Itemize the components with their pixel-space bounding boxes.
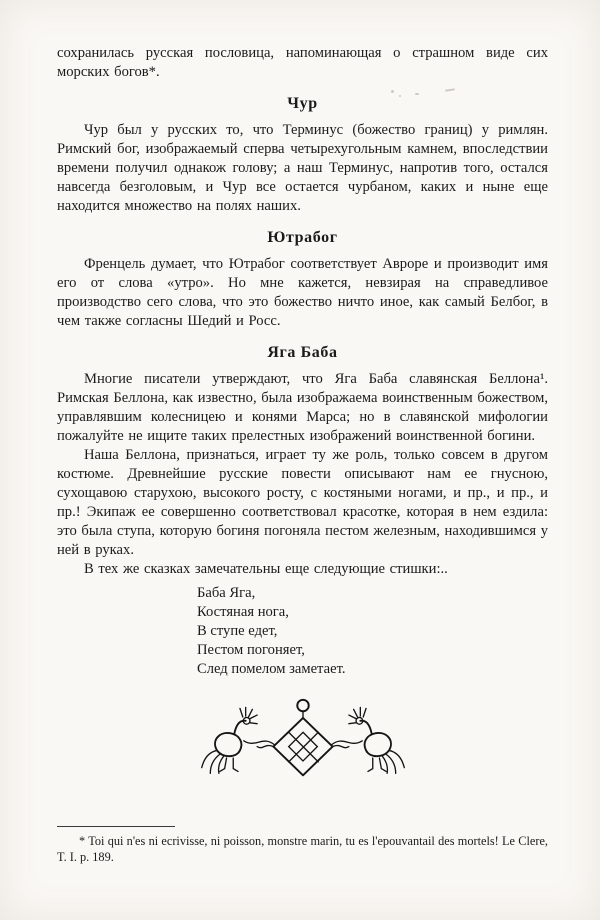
verse-line: В ступе едет, [197, 623, 278, 639]
footnote-text: * Toi qui n'es ni ecrivisse, ni poisson, monstre marin, tu es l'epouvantail des mortels! Le Clere, T. I. p. 189. [57, 834, 548, 864]
paragraph-yutrabog: Френцель думает, что Ютрабог соответствует Авроре и производит имя его от слова «утро». Но мне кажется, невзирая на справедливое производство сего слова, что это божество ничто иное, как самый Белбог, в чем также согласны Шедий и Росс. [57, 256, 548, 329]
verse-block [197, 584, 548, 679]
heading-chur: Чур [287, 95, 318, 112]
verse-line: Костяная нога, [197, 604, 289, 620]
heading-yaga-baba: Яга Баба [267, 344, 338, 361]
verse-line: Баба Яга, [197, 585, 256, 601]
footnote-divider [57, 826, 175, 827]
heading-yutrabog: Ютрабог [267, 229, 338, 246]
two-birds-knot-icon [193, 695, 413, 781]
paragraph-yaga-baba-3: В тех же сказках замечательны еще следующие стишки:.. [84, 561, 448, 577]
verse-line: След помелом заметает. [197, 661, 346, 677]
vignette-ornament [193, 695, 413, 781]
verse-line: Пестом погоняет, [197, 642, 305, 658]
paragraph-yaga-baba-2: Наша Беллона, признаться, играет ту же роль, только совсем в другом костюме. Древнейшие русские повести описывают нам ее гнусною, сухощавою старухою, высокого росту, с костяными ногами, и пр., и пр., и пр.! Экипаж ее совершенно соответствовал красотке, которая в нем ездила: это была ступа, которую богиня погоняла пестом железным, находившимся у ней в руках. [57, 447, 548, 558]
paragraph-chur: Чур был у русских то, что Терминус (божество границ) у римлян. Римский бог, изображаемый сперва четырехугольным камнем, впоследствии времени получил однакож голову; а наш Терминус, напротив того, остался навсегда безголовым, и Чур все остается чурбаном, каких и ныне еще находится множество на полях наших. [57, 122, 548, 214]
footnote-block [57, 826, 548, 865]
paragraph-yaga-baba-1: Многие писатели утверждают, что Яга Баба славянская Беллона¹. Римская Беллона, как известно, была изображаема воинственным божеством, управлявшим колесницею и конями Марса; но в славянской мифологии пожалуйте не ищите таких прелестных изображений воинственной богини. [57, 371, 548, 444]
paragraph-continuation: сохранилась русская пословица, напоминающая о страшном виде сих морских богов*. [57, 45, 548, 80]
page-content [57, 44, 548, 781]
